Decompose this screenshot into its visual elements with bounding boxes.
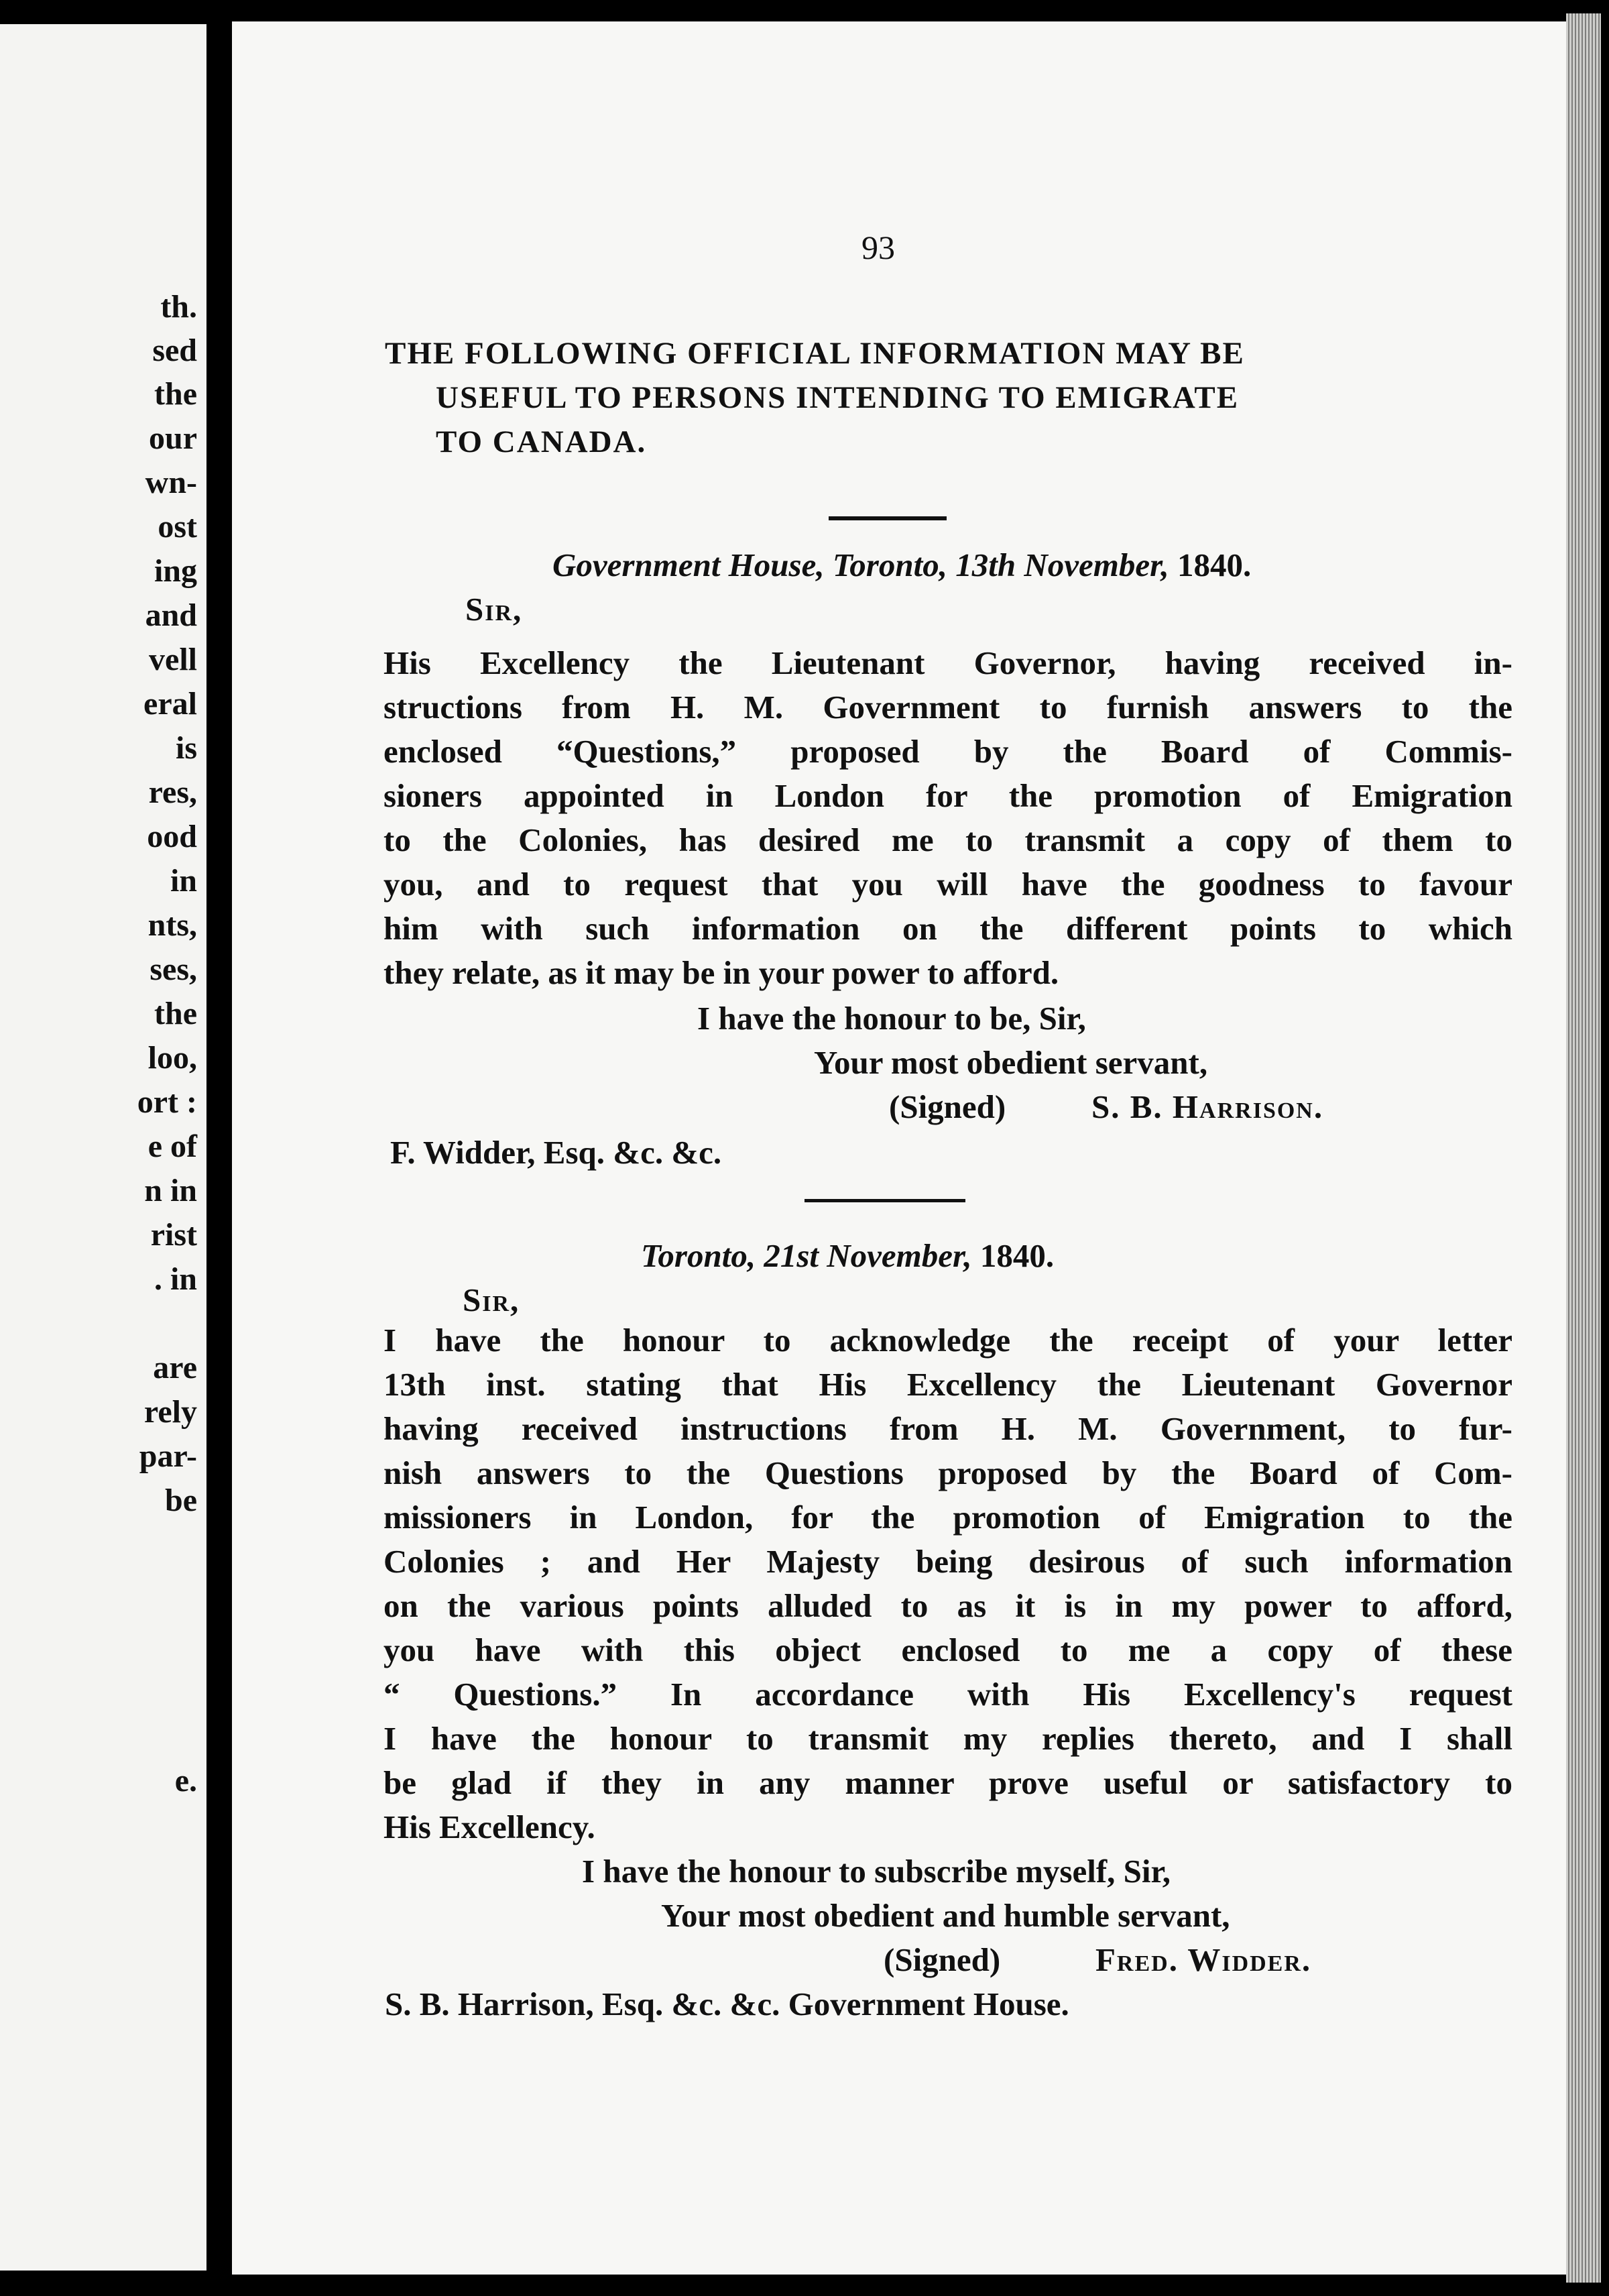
- letter1-body-line: him with such information on the different points to which: [383, 910, 1512, 947]
- left-fragment: e of: [147, 1129, 197, 1164]
- left-fragment: the: [154, 996, 197, 1031]
- letter2-body-line: “ Questions.” In accordance with His Excellency's request: [383, 1676, 1512, 1713]
- letter2-body-line: I have the honour to acknowledge the receipt of your letter: [383, 1322, 1512, 1359]
- left-fragment: n in: [144, 1173, 197, 1208]
- section-rule: [804, 1199, 965, 1202]
- left-fragment: vell: [149, 642, 197, 677]
- letter1-body-line: sioners appointed in London for the promotion of Emigration: [383, 777, 1512, 814]
- letter1-signed-label: (Signed): [889, 1088, 1006, 1125]
- left-fragment: ort :: [137, 1084, 197, 1120]
- letter1-salutation: Sir,: [465, 591, 523, 628]
- letter1-body-line: you, and to request that you will have the goodness to favour: [383, 866, 1512, 903]
- left-fragment: rist: [150, 1217, 197, 1253]
- letter2-body-line: nish answers to the Questions proposed by the Board of Com-: [383, 1454, 1512, 1491]
- letter1-dateline: [552, 549, 1251, 581]
- left-fragment: ing: [154, 553, 197, 589]
- left-fragment: ses,: [150, 952, 197, 987]
- letter1-dateline-place: Government House, Toronto, 13th November,: [552, 547, 1169, 583]
- letter1-signature: S. B. Harrison.: [1091, 1088, 1324, 1125]
- left-fragment: ood: [147, 819, 197, 854]
- left-fragment: wn-: [145, 465, 197, 500]
- letter2-dateline-place: Toronto, 21st November,: [641, 1237, 972, 1274]
- left-fragment: ost: [158, 509, 197, 544]
- letter2-body-line: Colonies ; and Her Majesty being desirous of such information: [383, 1543, 1512, 1580]
- left-fragment: par-: [139, 1438, 197, 1474]
- letter2-body-line: having received instructions from H. M. Government, to fur-: [383, 1410, 1512, 1447]
- left-fragment: e.: [174, 1763, 197, 1798]
- letter2-salutation: Sir,: [463, 1281, 520, 1318]
- letter2-body-line: I have the honour to transmit my replies thereto, and I shall: [383, 1720, 1512, 1757]
- left-facing-page: [0, 24, 206, 2271]
- left-fragment: is: [175, 730, 197, 766]
- left-fragment: in: [170, 863, 197, 899]
- letter2-closing-1: I have the honour to subscribe myself, Sir,: [582, 1853, 1171, 1890]
- book-gutter: [206, 0, 232, 2296]
- letter1-closing-1: I have the honour to be, Sir,: [697, 1000, 1086, 1037]
- letter2-dateline: [641, 1239, 1054, 1272]
- letter2-body-line: be glad if they in any manner prove useful or satisfactory to: [383, 1764, 1512, 1801]
- left-fragment: sed: [152, 333, 197, 368]
- letter2-body-line: 13th inst. stating that His Excellency the Lieutenant Governor: [383, 1366, 1512, 1403]
- left-fragment: and: [145, 597, 197, 633]
- left-fragment: be: [165, 1483, 197, 1518]
- left-fragment: are: [153, 1350, 197, 1385]
- letter1-closing-2: Your most obedient servant,: [814, 1044, 1208, 1081]
- page-number: 93: [861, 229, 895, 266]
- letter1-body-line: structions from H. M. Government to furnish answers to the: [383, 689, 1512, 726]
- main-page: [232, 21, 1566, 2275]
- letter2-addressee: S. B. Harrison, Esq. &c. &c. Government House.: [385, 1986, 1069, 2022]
- heading-line-3: TO CANADA.: [436, 424, 647, 459]
- left-fragment: res,: [148, 774, 197, 810]
- left-fragment: loo,: [147, 1040, 197, 1076]
- letter2-dateline-year: 1840.: [979, 1237, 1055, 1274]
- section-rule: [829, 516, 947, 520]
- letter1-body-line: to the Colonies, has desired me to transmit a copy of them to: [383, 821, 1512, 858]
- left-fragment: our: [149, 420, 197, 456]
- letter1-addressee: F. Widder, Esq. &c. &c.: [390, 1134, 722, 1171]
- left-fragment: nts,: [147, 907, 197, 943]
- left-fragment: . in: [154, 1261, 197, 1297]
- letter2-body-line: His Excellency.: [383, 1809, 595, 1845]
- letter2-body-line: you have with this object enclosed to me a copy of these: [383, 1631, 1512, 1668]
- letter2-body-line: on the various points alluded to as it is in my power to afford,: [383, 1587, 1512, 1624]
- left-fragment: the: [154, 376, 197, 412]
- letter1-dateline-year: 1840.: [1177, 547, 1252, 583]
- letter2-closing-2: Your most obedient and humble servant,: [661, 1897, 1230, 1934]
- letter2-signature: Fred. Widder.: [1095, 1941, 1312, 1978]
- heading-line-2: USEFUL TO PERSONS INTENDING TO EMIGRATE: [436, 380, 1240, 415]
- letter2-body-line: missioners in London, for the promotion of Emigration to the: [383, 1499, 1512, 1536]
- left-fragment: rely: [143, 1394, 197, 1430]
- letter1-body-line: His Excellency the Lieutenant Governor, having received in-: [383, 644, 1512, 681]
- letter1-body-line: enclosed “Questions,” proposed by the Board of Commis-: [383, 733, 1512, 770]
- left-fragment: th.: [160, 289, 197, 325]
- page-edges: [1566, 13, 1601, 2283]
- letter2-signed-label: (Signed): [884, 1941, 1001, 1978]
- left-fragment: eral: [143, 686, 197, 722]
- heading-line-1: THE FOLLOWING OFFICIAL INFORMATION MAY BE: [385, 336, 1245, 371]
- letter1-body-line: they relate, as it may be in your power to afford.: [383, 954, 1059, 991]
